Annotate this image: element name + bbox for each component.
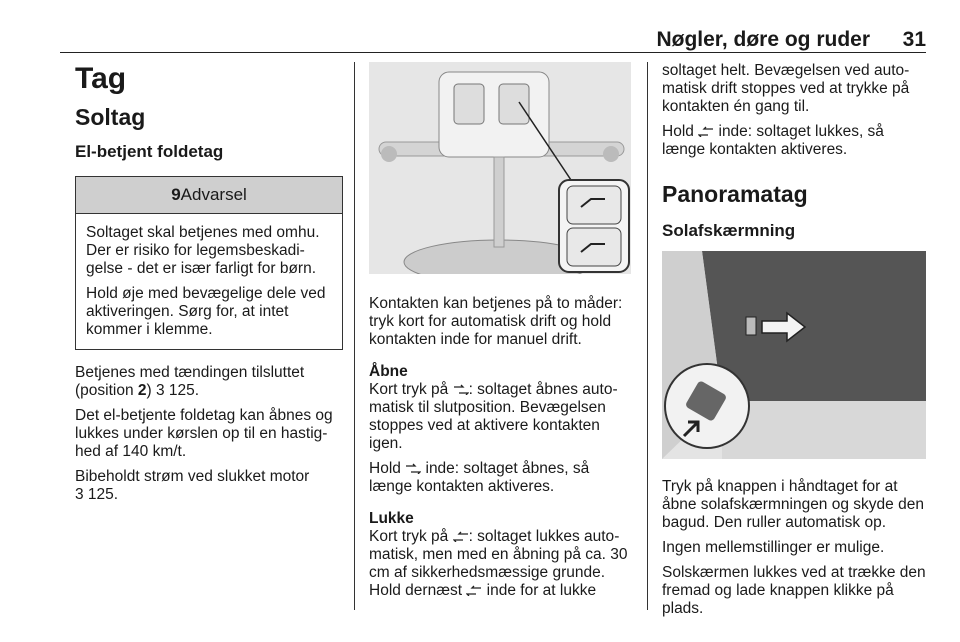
paragraph-open-1 — [369, 381, 631, 453]
text-span: 125. — [164, 382, 200, 399]
warning-text-2: Hold øje med bevægelige dele ved aktiveringen. Sørg for, at intet kommer i klemme. — [86, 285, 326, 338]
text-span: inde: soltaget lukkes, så længe kontakten aktiveres. — [662, 123, 884, 158]
paragraph-close-sunshade: Solskærmen lukkes ved at trække den fremad og lade knappen klikke på plads. — [662, 564, 926, 617]
text-span: Kort tryk på — [369, 528, 453, 545]
text-span: Bibeholdt strøm ved slukket motor — [75, 468, 310, 485]
section-title: Nøgler, døre og ruder — [656, 28, 870, 51]
column-3 — [662, 62, 926, 618]
column-divider-1 — [354, 62, 355, 610]
heading-soltag: Soltag — [75, 104, 146, 130]
close-switch-icon — [698, 126, 714, 137]
page-ref-arrow-icon: 3 — [75, 486, 84, 503]
position-number: 2 — [137, 382, 147, 399]
paragraph-two-ways: Kontakten kan betjenes på to måder: tryk kort for automatisk drift og hold kontakten inde for manuel drift. — [369, 295, 623, 348]
text-span: Betjenes med tændingen tilsluttet (position — [75, 364, 305, 399]
heading-el-betjent-foldetag: El-betjent foldetag — [75, 142, 224, 161]
open-switch-icon — [453, 384, 469, 395]
heading-panoramatag: Panoramatag — [662, 181, 808, 207]
warning-body — [76, 214, 342, 349]
page-number: 31 — [902, 28, 926, 51]
paragraph-no-intermediate: Ingen mellemstillinger er mulige. — [662, 539, 885, 556]
heading-close: Lukke — [369, 510, 414, 527]
sunshade-illustration — [662, 251, 926, 459]
paragraph-close-cont: soltaget helt. Bevægelsen ved automatisk drift stoppes ved at trykke på kontakten én gang til. — [662, 62, 910, 115]
text-span: : soltaget åbnes automatisk til slutposition. Bevægelsen stoppes ved at aktivere kontakten igen. — [369, 381, 618, 452]
paragraph-close-1 — [369, 528, 631, 600]
text-span: inde: soltaget åbnes, så længe kontakten aktiveres. — [369, 460, 590, 495]
text-span: inde for at lukke — [482, 582, 597, 599]
text-span: Hold — [369, 460, 406, 477]
paragraph-ignition — [75, 364, 343, 400]
warning-title: Advarsel — [180, 185, 247, 204]
heading-tag: Tag — [75, 62, 127, 95]
text-span: Hold — [662, 123, 699, 140]
warning-icon: 9 — [171, 185, 181, 204]
warning-box — [75, 176, 343, 350]
warning-text-1: Soltaget skal betjenes med omhu. Der er risiko for legemsbeskadigelse - det er især farligt for børn. — [86, 224, 320, 277]
warning-header — [76, 177, 342, 214]
paragraph-close-hold — [662, 123, 926, 159]
open-switch-icon — [405, 463, 421, 474]
column-divider-2 — [647, 62, 648, 610]
close-switch-icon — [466, 585, 482, 596]
text-span: Kort tryk på — [369, 381, 453, 398]
heading-solafskaermning: Solafskærmning — [662, 221, 796, 240]
paragraph-open-2 — [369, 460, 631, 496]
column-1 — [75, 62, 343, 504]
text-span: ) — [146, 382, 156, 399]
column-2 — [369, 62, 631, 600]
page-header — [60, 28, 926, 52]
close-switch-icon — [453, 531, 469, 542]
paragraph-speed: Det el-betjente foldetag kan åbnes og lukkes under kørslen op til en hastighed af 140 km/t. — [75, 407, 333, 460]
text-span: 125. — [83, 486, 119, 503]
heading-open: Åbne — [369, 363, 408, 380]
sunroof-switch-illustration — [369, 62, 631, 274]
paragraph-retained-power — [75, 468, 343, 504]
paragraph-press-button: Tryk på knappen i håndtaget for at åbne solafskærmningen og skyde den bagud. Den ruller automatisk op. — [662, 478, 924, 531]
text-span: : soltaget lukkes automatisk, men med en åbning på ca. 30 cm af sikkerhedsmæssige grunde. Hold dernæst — [369, 528, 628, 599]
page-ref-arrow-icon: 3 — [156, 382, 165, 399]
header-rule — [60, 52, 926, 53]
